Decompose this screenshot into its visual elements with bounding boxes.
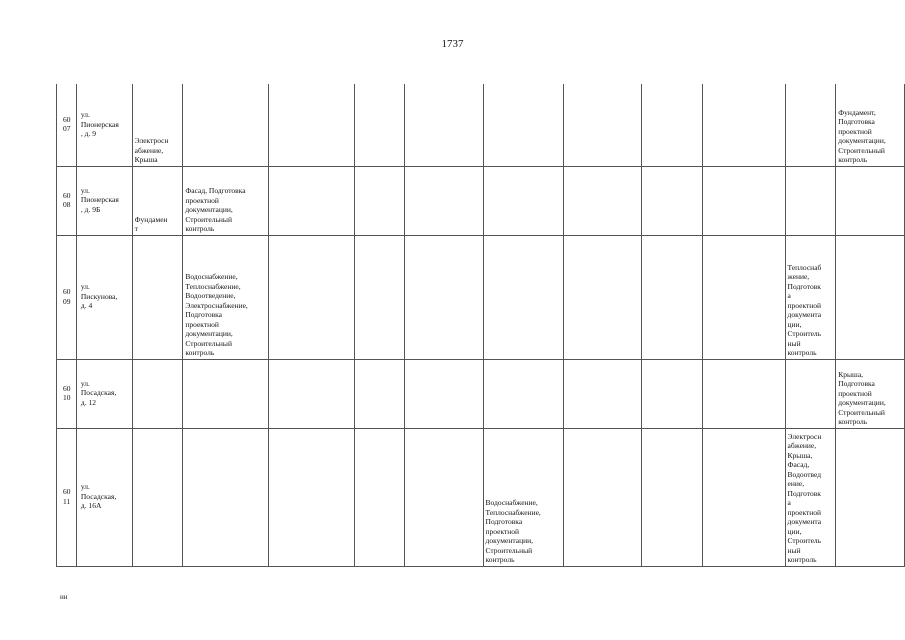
work-cell bbox=[483, 166, 564, 235]
work-cell bbox=[564, 359, 642, 428]
work-cell bbox=[642, 359, 703, 428]
work-cell bbox=[785, 84, 836, 166]
work-cell bbox=[703, 359, 785, 428]
work-cell: Фундамен т bbox=[132, 166, 183, 235]
work-cell bbox=[564, 235, 642, 359]
work-cell bbox=[268, 235, 354, 359]
work-cell: Фундамент, Подготовка проектной документации, Строительный контроль bbox=[836, 84, 905, 166]
work-cell: Электросн абжение, Крыша bbox=[132, 84, 183, 166]
work-cell: Водоснабжение, Теплоснабжение, Подготовка проектной документации, Строительный контроль bbox=[483, 428, 564, 566]
work-cell bbox=[132, 235, 183, 359]
work-cell bbox=[268, 359, 354, 428]
work-cell bbox=[268, 84, 354, 166]
work-cell: Водоснабжение, Теплоснабжение, Водоотведение, Электроснабжение, Подготовка проектной документации, Строительный контроль bbox=[183, 235, 269, 359]
page-number: 1737 bbox=[441, 38, 464, 50]
work-cell bbox=[785, 166, 836, 235]
table-row bbox=[57, 428, 905, 566]
address-cell: ул. Посадская, д. 12 bbox=[76, 359, 132, 428]
work-cell bbox=[703, 84, 785, 166]
work-cell: Крыша, Подготовка проектной документации, Строительный контроль bbox=[836, 359, 905, 428]
table-row bbox=[57, 84, 905, 166]
work-cell bbox=[132, 428, 183, 566]
footer-mark: нн bbox=[60, 593, 68, 601]
work-cell bbox=[483, 84, 564, 166]
work-cell bbox=[642, 235, 703, 359]
row-number-cell: 60 09 bbox=[57, 235, 77, 359]
address-cell: ул. Посадская, д. 16А bbox=[76, 428, 132, 566]
work-cell bbox=[405, 359, 483, 428]
work-cell bbox=[564, 84, 642, 166]
work-cell bbox=[703, 235, 785, 359]
work-cell: Электросн абжение, Крыша, Фасад, Водоотвед ение, Подготовк а проектной документа ции, Строитель ный контроль bbox=[785, 428, 836, 566]
work-cell bbox=[183, 359, 269, 428]
address-cell: ул. Пионерская , д. 9 bbox=[76, 84, 132, 166]
table-row bbox=[57, 359, 905, 428]
work-cell bbox=[355, 84, 405, 166]
work-cell bbox=[405, 235, 483, 359]
work-cell bbox=[268, 428, 354, 566]
row-number-cell: 60 10 bbox=[57, 359, 77, 428]
work-cell bbox=[703, 428, 785, 566]
work-cell bbox=[355, 428, 405, 566]
work-cell bbox=[785, 359, 836, 428]
work-cell bbox=[355, 359, 405, 428]
address-cell: ул. Пионерская , д. 9Б bbox=[76, 166, 132, 235]
work-cell: Фасад, Подготовка проектной документации, Строительный контроль bbox=[183, 166, 269, 235]
row-number-cell: 60 08 bbox=[57, 166, 77, 235]
work-cell bbox=[564, 166, 642, 235]
work-cell bbox=[355, 166, 405, 235]
work-cell bbox=[836, 428, 905, 566]
work-cell bbox=[355, 235, 405, 359]
work-cell bbox=[564, 428, 642, 566]
work-cell bbox=[405, 166, 483, 235]
work-cell bbox=[836, 235, 905, 359]
work-cell bbox=[132, 359, 183, 428]
table-row bbox=[57, 235, 905, 359]
work-cell bbox=[483, 235, 564, 359]
work-cell bbox=[483, 359, 564, 428]
address-cell: ул. Пискунова, д. 4 bbox=[76, 235, 132, 359]
work-cell bbox=[183, 428, 269, 566]
table-row bbox=[57, 166, 905, 235]
row-number-cell: 60 11 bbox=[57, 428, 77, 566]
row-number-cell: 60 07 bbox=[57, 84, 77, 166]
work-cell bbox=[703, 166, 785, 235]
work-cell bbox=[268, 166, 354, 235]
works-table bbox=[56, 84, 905, 567]
work-cell bbox=[183, 84, 269, 166]
work-cell bbox=[405, 428, 483, 566]
work-cell bbox=[642, 428, 703, 566]
work-cell bbox=[642, 84, 703, 166]
work-cell: Теплоснаб жение, Подготовк а проектной документа ции, Строитель ный контроль bbox=[785, 235, 836, 359]
work-cell bbox=[836, 166, 905, 235]
work-cell bbox=[405, 84, 483, 166]
work-cell bbox=[642, 166, 703, 235]
